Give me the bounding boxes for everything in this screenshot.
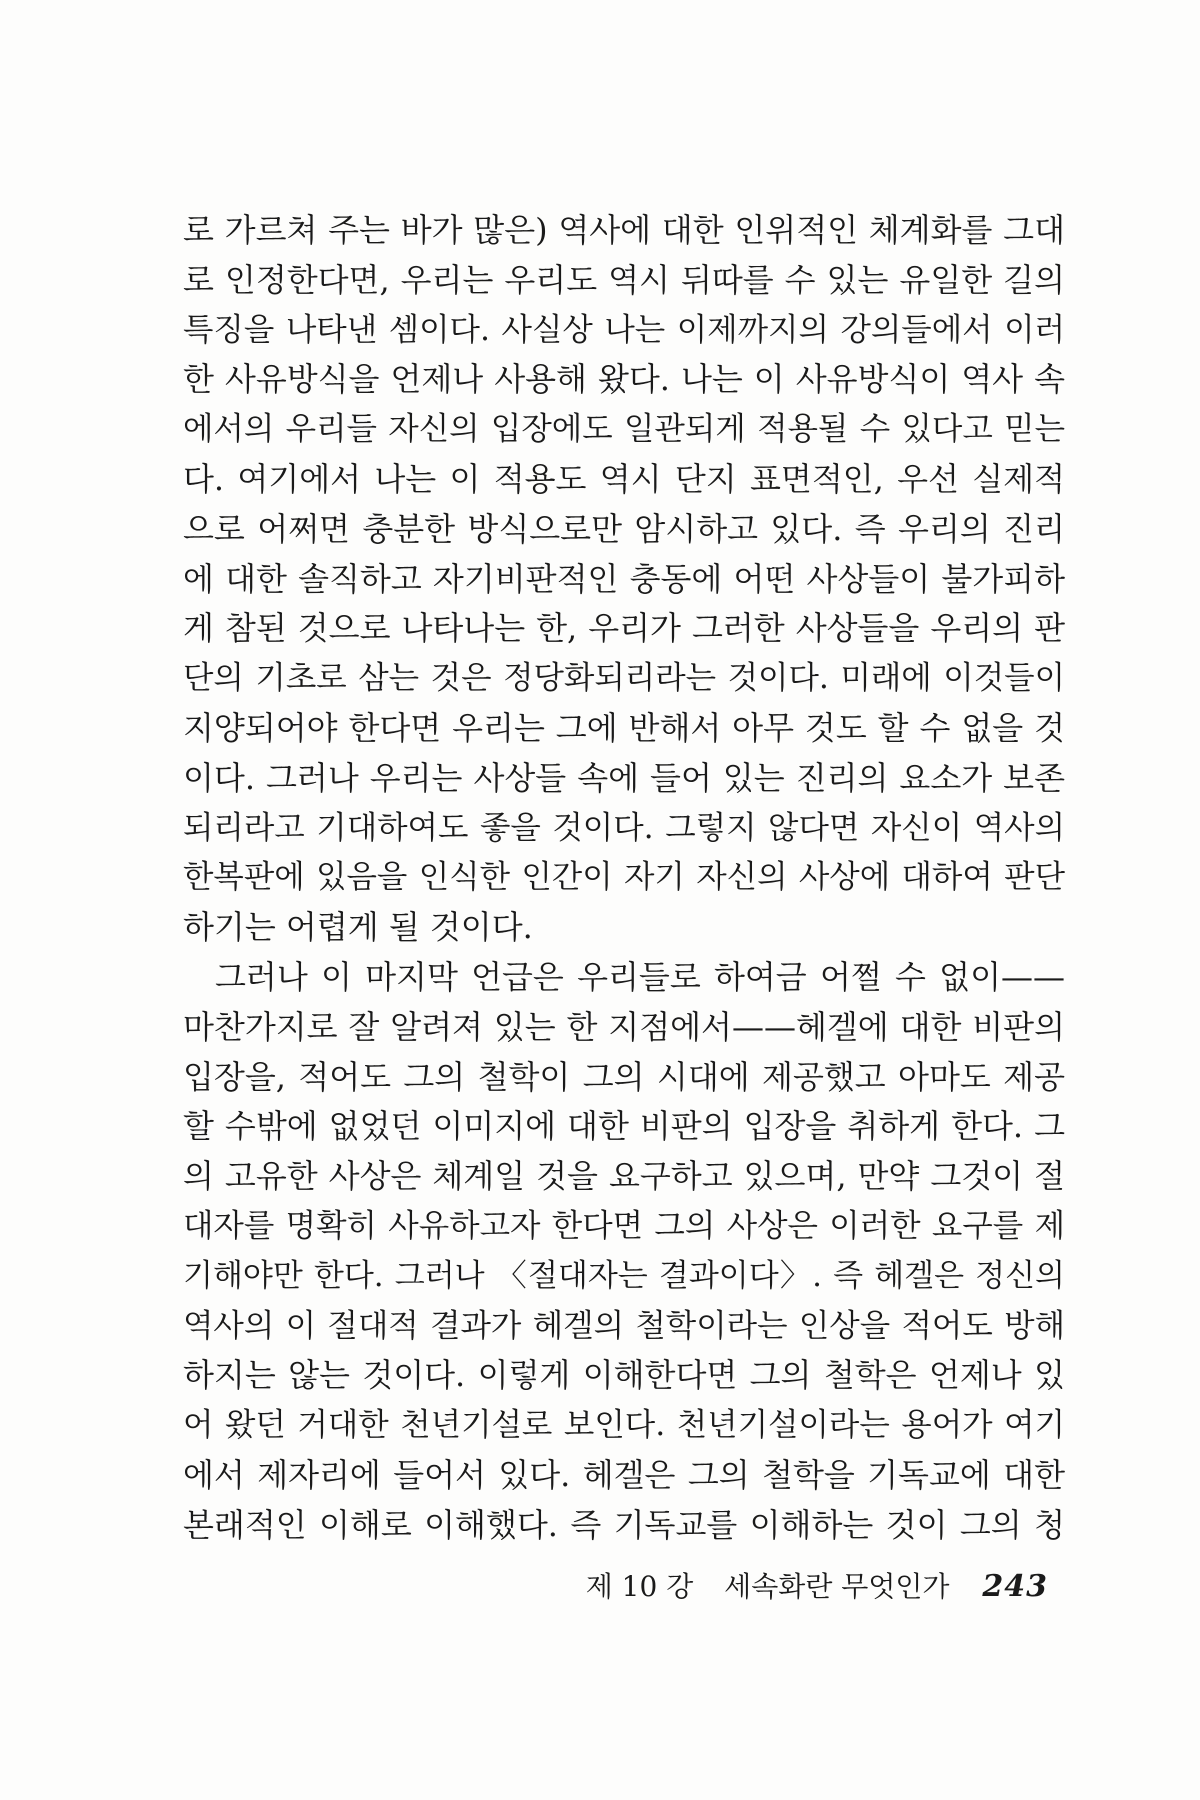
- text-line: 에 대한 솔직하고 자기비판적인 충동에 어떤 사상들이 불가피하: [183, 559, 1065, 598]
- text-line: 마찬가지로 잘 알려져 있는 한 지점에서——헤겔에 대한 비판의: [183, 1007, 1065, 1046]
- paragraph-end-line: 하기는 어렵게 될 것이다.: [183, 908, 533, 947]
- page-number: 243: [982, 1569, 1048, 1604]
- text-line: 지양되어야 한다면 우리는 그에 반해서 아무 것도 할 수 없을 것: [183, 708, 1065, 747]
- text-line: 의 고유한 사상은 체계일 것을 요구하고 있으며, 만약 그것이 절: [183, 1157, 1065, 1196]
- text-line: 대자를 명확히 사유하고자 한다면 그의 사상은 이러한 요구를 제: [183, 1207, 1065, 1244]
- text-line: 특징을 나타낸 셈이다. 사실상 나는 이제까지의 강의들에서 이러: [183, 311, 1065, 348]
- text-line: 다. 여기에서 나는 이 적용도 역시 단지 표면적인, 우선 실제적: [183, 459, 1065, 498]
- chapter-label: 제 10 강: [585, 1570, 694, 1603]
- text-line: 한 사유방식을 언제나 사용해 왔다. 나는 이 사유방식이 역사 속: [183, 360, 1065, 399]
- text-line: 할 수밖에 없었던 이미지에 대한 비판의 입장을 취하게 한다. 그: [183, 1107, 1065, 1146]
- text-line: 본래적인 이해로 이해했다. 즉 기독교를 이해하는 것이 그의 청: [183, 1505, 1065, 1544]
- running-title: 세속화란 무엇인가: [724, 1570, 950, 1603]
- text-line: 에서 제자리에 들어서 있다. 헤겔은 그의 철학을 기독교에 대한: [183, 1455, 1065, 1494]
- text-line: 게 참된 것으로 나타나는 한, 우리가 그러한 사상들을 우리의 판: [183, 609, 1065, 648]
- text-line: 되리라고 기대하여도 좋을 것이다. 그렇지 않다면 자신이 역사의: [183, 809, 1065, 846]
- paragraph-start-line: 그러나 이 마지막 언급은 우리들로 하여금 어쩔 수 없이——: [215, 957, 1065, 996]
- text-line: 하지는 않는 것이다. 이렇게 이해한다면 그의 철학은 언제나 있: [183, 1356, 1065, 1395]
- body-text: [183, 206, 1065, 1551]
- text-line: 이다. 그러나 우리는 사상들 속에 들어 있는 진리의 요소가 보존: [183, 758, 1065, 797]
- text-line: 한복판에 있음을 인식한 인간이 자기 자신의 사상에 대하여 판단: [183, 859, 1065, 896]
- text-line: 에서의 우리들 자신의 입장에도 일관되게 적용될 수 있다고 믿는: [183, 411, 1065, 448]
- text-line: 역사의 이 절대적 결과가 헤겔의 철학이라는 인상을 적어도 방해: [183, 1307, 1065, 1344]
- text-line: 로 가르쳐 주는 바가 많은) 역사에 대한 인위적인 체계화를 그대: [183, 211, 1065, 249]
- text-line: 으로 어쩌면 충분한 방식으로만 암시하고 있다. 즉 우리의 진리: [183, 509, 1065, 548]
- text-line: 로 인정한다면, 우리는 우리도 역시 뒤따를 수 있는 유일한 길의: [183, 260, 1065, 299]
- text-line: 단의 기초로 삼는 것은 정당화되리라는 것이다. 미래에 이것들이: [183, 660, 1065, 697]
- text-line: 입장을, 적어도 그의 철학이 그의 시대에 제공했고 아마도 제공: [183, 1057, 1065, 1096]
- text-line: 어 왔던 거대한 천년기설로 보인다. 천년기설이라는 용어가 여기: [183, 1407, 1065, 1444]
- page-footer: [586, 1565, 1048, 1605]
- text-line: 기해야만 한다. 그러나 〈절대자는 결과이다〉. 즉 헤겔은 정신의: [183, 1257, 1065, 1294]
